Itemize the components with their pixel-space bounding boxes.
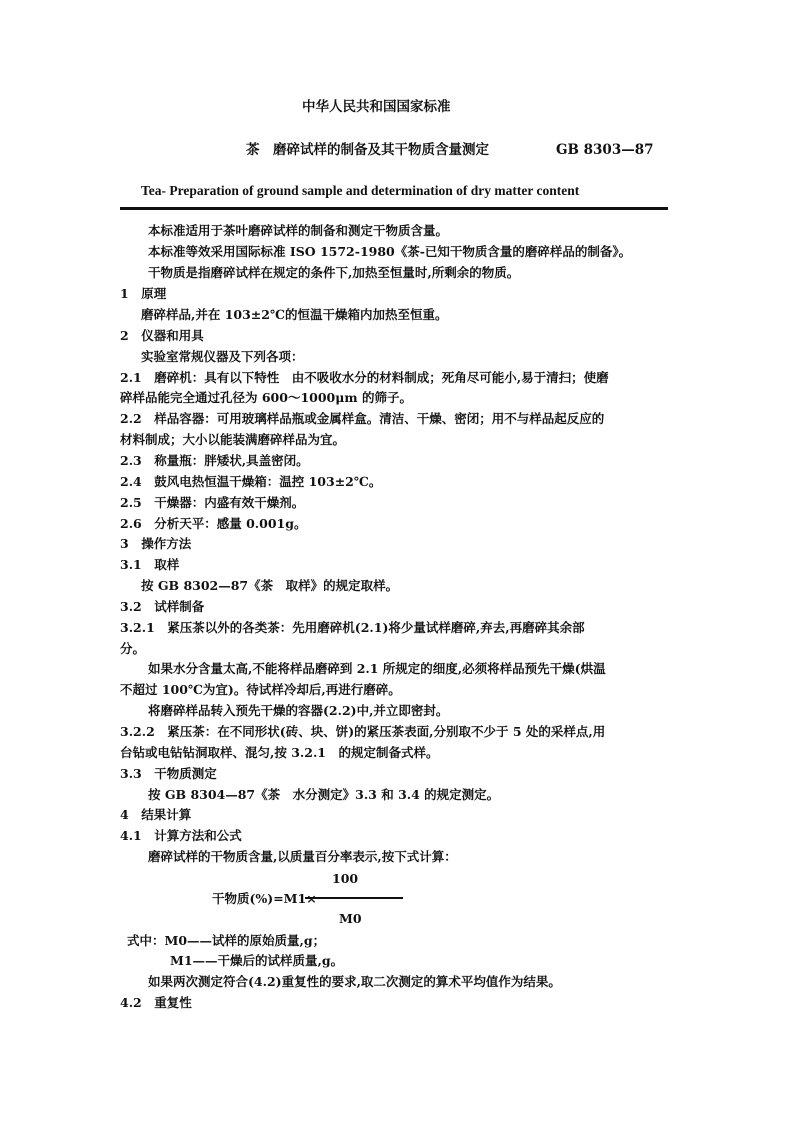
intro-paragraph: 本标准适用于茶叶磨碎试样的制备和测定干物质含量。 (148, 223, 449, 238)
clause-continued: 分。 (120, 641, 146, 656)
section-heading: 2 仪器和用具 (120, 328, 204, 343)
clause-continued: 材料制成；大小以能装满磨碎样品为宜。 (120, 432, 346, 447)
intro-paragraph: 本标准等效采用国际标准 ISO 1572-1980《茶-已知干物质含量的磨碎样品的制备》。 (148, 244, 632, 259)
clause: 2.4 鼓风电热恒温干燥箱：温控 103±2℃。 (120, 474, 382, 489)
clause: 2.6 分析天平：感量 0.001g。 (120, 516, 307, 531)
clause: 2.5 干燥器：内盛有效干燥剂。 (120, 495, 305, 510)
paragraph: 按 GB 8304—87《茶 水分测定》3.3 和 3.4 的规定测定。 (148, 787, 500, 802)
fraction-bar (305, 897, 403, 899)
paragraph: 按 GB 8302—87《茶 取样》的规定取样。 (141, 578, 399, 593)
paragraph: 将磨碎样品转入预先干燥的容器(2.2)中,并立即密封。 (148, 703, 449, 718)
header-rule (120, 207, 668, 210)
variable-definition: M1——干燥后的试样质量,g。 (170, 953, 344, 968)
clause: 3.2.1 紧压茶以外的各类茶：先用磨碎机(2.1)将少量试样磨碎,弃去,再磨碎其余部 (120, 620, 585, 635)
english-title: Tea- Preparation of ground sample and determination of dry matter content (141, 183, 580, 198)
clause-continued: 台钻或电钻钻洞取样、混匀,按 3.2.1 的规定制备式样。 (120, 745, 439, 760)
variable-definition: 式中：M0——试样的原始质量,g； (127, 933, 326, 948)
paragraph: 磨碎样品,并在 103±2℃的恒温干燥箱内加热至恒重。 (141, 307, 448, 322)
section-heading: 1 原理 (120, 286, 167, 301)
section-heading: 4 结果计算 (120, 807, 192, 822)
paragraph: 实验室常规仪器及下列各项： (141, 349, 304, 364)
clause: 4.2 重复性 (120, 995, 192, 1010)
clause: 2.1 磨碎机：具有以下特性 由不吸收水分的材料制成；死角尽可能小,易于清扫；使磨 (120, 370, 609, 385)
formula-denominator: M0 (339, 911, 362, 926)
standard-title: 茶 磨碎试样的制备及其干物质含量测定 (246, 142, 489, 158)
standard-code: GB 8303—87 (556, 142, 654, 158)
clause-continued: 碎样品能完全通过孔径为 600～1000μm 的筛子。 (120, 390, 412, 405)
clause: 4.1 计算方法和公式 (120, 828, 242, 843)
clause: 3.1 取样 (120, 557, 180, 572)
standard-org: 中华人民共和国国家标准 (302, 99, 451, 115)
formula-numerator: 100 (332, 871, 359, 886)
clause: 3.2.2 紧压茶：在不同形状(砖、块、饼)的紧压茶表面,分别取不少于 5 处的采样点,用 (120, 724, 606, 739)
paragraph: 如果两次测定符合(4.2)重复性的要求,取二次测定的算术平均值作为结果。 (148, 974, 561, 989)
section-heading: 3 操作方法 (120, 536, 192, 551)
clause: 2.2 样品容器：可用玻璃样品瓶或金属样盒。清洁、干燥、密闭；用不与样品起反应的 (120, 411, 605, 426)
clause: 3.2 试样制备 (120, 599, 205, 614)
clause: 2.3 称量瓶：胖矮状,具盖密闭。 (120, 453, 309, 468)
clause: 3.3 干物质测定 (120, 766, 217, 781)
paragraph: 磨碎试样的干物质含量,以质量百分率表示,按下式计算： (148, 849, 457, 864)
formula-lhs: 干物质(%)=M1× (212, 891, 317, 906)
paragraph: 如果水分含量太高,不能将样品磨碎到 2.1 所规定的细度,必须将样品预先干燥(烘温 (148, 661, 606, 676)
definition-paragraph: 干物质是指磨碎试样在规定的条件下,加热至恒量时,所剩余的物质。 (148, 265, 520, 280)
paragraph-continued: 不超过 100℃为宜)。待试样冷却后,再进行磨碎。 (120, 682, 401, 697)
